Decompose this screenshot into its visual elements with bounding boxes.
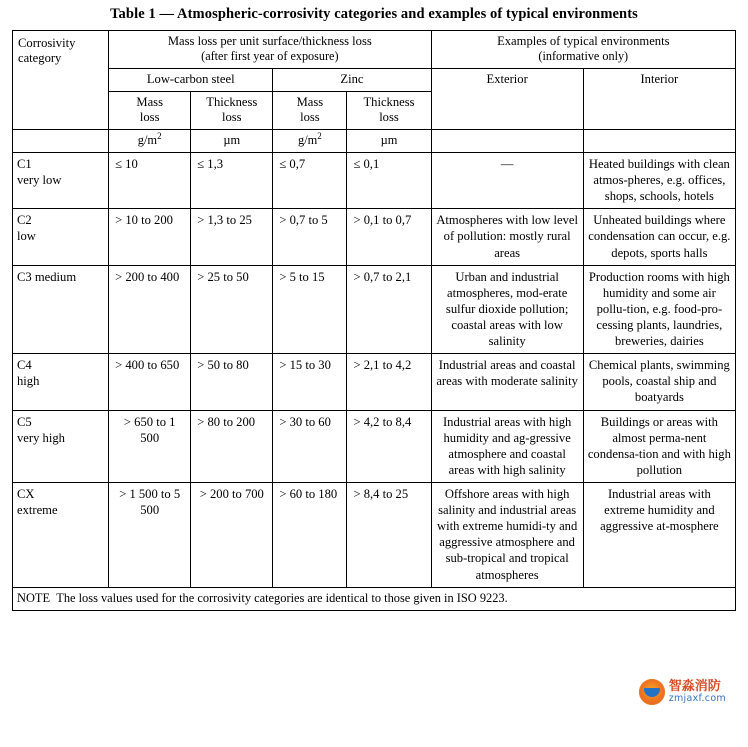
row-steel-thickness: > 80 to 200 — [191, 410, 273, 482]
row-zinc-thickness: > 0,7 to 2,1 — [347, 265, 431, 354]
row-category — [13, 209, 109, 265]
table-row — [13, 410, 736, 482]
row-exterior: Offshore areas with high salinity and industrial areas with extreme humidi-ty and aggressive atmosphere and sub-tropical and tropical atmospheres — [431, 482, 583, 587]
table-row — [13, 153, 736, 209]
table-row — [13, 209, 736, 265]
header-zinc-thickness-loss — [347, 92, 431, 130]
table-row — [13, 354, 736, 410]
row-category-line1: C4 — [17, 358, 32, 373]
row-category-line2: low — [17, 229, 36, 244]
header-exterior: Exterior — [431, 69, 583, 130]
header-mass-loss-group-note: (after first year of exposure) — [201, 49, 339, 63]
row-steel-thickness: > 200 to 700 — [191, 482, 273, 587]
row-zinc-mass: > 30 to 60 — [273, 410, 347, 482]
row-zinc-mass: > 5 to 15 — [273, 265, 347, 354]
row-exterior: Urban and industrial atmospheres, mod-erate sulfur dioxide pollution; coastal areas with low salinity — [431, 265, 583, 354]
units-interior-blank — [583, 130, 735, 153]
header-steel-thickness-loss — [191, 92, 273, 130]
table-note — [13, 587, 736, 610]
row-steel-mass: > 400 to 650 — [109, 354, 191, 410]
table-row — [13, 482, 736, 587]
header-steel-mass-loss-line1: Mass — [136, 95, 163, 109]
watermark-text — [669, 680, 726, 704]
header-interior: Interior — [583, 69, 735, 130]
row-zinc-thickness: > 4,2 to 8,4 — [347, 410, 431, 482]
watermark-brand-cn: 智淼消防 — [668, 679, 721, 695]
row-zinc-thickness: > 2,1 to 4,2 — [347, 354, 431, 410]
header-examples-group-title: Examples of typical environments — [497, 34, 670, 48]
header-mass-loss-group-title: Mass loss per unit surface/thickness loss — [167, 34, 372, 48]
units-steel-mass-text: g/m — [137, 133, 158, 147]
units-exterior-blank — [431, 130, 583, 153]
watermark — [639, 679, 726, 705]
header-corrosivity-category-line2: category — [18, 51, 62, 65]
header-zinc-thickness-loss-line2: loss — [379, 110, 399, 124]
table-row — [13, 265, 736, 354]
row-steel-mass: > 10 to 200 — [109, 209, 191, 265]
row-exterior: — — [431, 153, 583, 209]
row-zinc-thickness: > 0,1 to 0,7 — [347, 209, 431, 265]
row-steel-thickness: ≤ 1,3 — [191, 153, 273, 209]
units-steel-thickness: µm — [191, 130, 273, 153]
row-category-line1: C5 — [17, 414, 32, 429]
header-zinc-mass-loss-line2: loss — [300, 110, 320, 124]
row-steel-thickness: > 1,3 to 25 — [191, 209, 273, 265]
row-exterior: Atmospheres with low level of pollution: mostly rural areas — [431, 209, 583, 265]
row-category-line2: high — [17, 374, 40, 389]
row-category-line1: C3 medium — [17, 269, 77, 284]
header-row-units — [13, 130, 736, 153]
header-zinc-mass-loss — [273, 92, 347, 130]
table-note-row — [13, 587, 736, 610]
row-category-line1: CX — [17, 486, 35, 501]
header-row-groups — [13, 31, 736, 69]
row-steel-mass: ≤ 10 — [109, 153, 191, 209]
units-spacer — [13, 130, 109, 153]
units-steel-mass-sup: 2 — [157, 130, 162, 141]
header-steel-mass-loss — [109, 92, 191, 130]
row-zinc-thickness: ≤ 0,1 — [347, 153, 431, 209]
corrosivity-table — [12, 30, 736, 611]
row-steel-mass: > 200 to 400 — [109, 265, 191, 354]
row-category-line2: extreme — [17, 503, 58, 518]
row-steel-mass: > 650 to 1 500 — [109, 410, 191, 482]
watermark-brand-en: zmjaxf.com — [668, 692, 726, 704]
units-zinc-mass-sup: 2 — [317, 130, 322, 141]
header-examples-group-note: (informative only) — [538, 49, 629, 63]
header-zinc: Zinc — [273, 69, 431, 92]
row-category — [13, 354, 109, 410]
row-zinc-mass: > 15 to 30 — [273, 354, 347, 410]
row-interior: Production rooms with high humidity and some air pollu-tion, e.g. food-pro-cessing plants, laundries, breweries, dairies — [583, 265, 735, 354]
row-category-line2: very low — [17, 173, 62, 188]
row-category-line1: C1 — [17, 157, 32, 171]
flame-logo-icon — [639, 679, 665, 705]
row-category — [13, 410, 109, 482]
table-caption: Table 1 — Atmospheric-corrosivity categories and examples of typical environments — [110, 6, 638, 22]
header-steel-thickness-loss-line1: Thickness — [206, 95, 258, 109]
header-corrosivity-category-line1: Corrosivity — [18, 36, 76, 50]
header-examples-group — [431, 31, 735, 69]
row-zinc-thickness: > 8,4 to 25 — [347, 482, 431, 587]
row-interior: Industrial areas with extreme humidity and aggressive at-mosphere — [583, 482, 735, 587]
row-category-line1: C2 — [17, 213, 32, 228]
header-zinc-thickness-loss-line1: Thickness — [363, 95, 415, 109]
row-zinc-mass: > 0,7 to 5 — [273, 209, 347, 265]
row-category — [13, 482, 109, 587]
row-category — [13, 153, 109, 209]
row-steel-mass: > 1 500 to 5 500 — [109, 482, 191, 587]
units-zinc-mass-text: g/m — [298, 133, 318, 147]
row-exterior: Industrial areas and coastal areas with moderate salinity — [431, 354, 583, 410]
table-note-text: The loss values used for the corrosivity categories are identical to those given in ISO 9223. — [56, 590, 508, 605]
header-steel-thickness-loss-line2: loss — [221, 110, 242, 124]
table-note-label: NOTE — [17, 590, 51, 605]
units-zinc-thickness: µm — [347, 130, 431, 153]
header-mass-loss-group — [109, 31, 431, 69]
row-exterior: Industrial areas with high humidity and ag-gressive atmosphere and coastal areas with high salinity — [431, 410, 583, 482]
row-category — [13, 265, 109, 354]
row-interior: Heated buildings with clean atmos-pheres, e.g. offices, shops, schools, hotels — [583, 153, 735, 209]
header-steel-mass-loss-line2: loss — [139, 110, 160, 124]
header-corrosivity-category — [13, 31, 109, 130]
units-zinc-mass — [273, 130, 347, 153]
units-steel-mass — [109, 130, 191, 153]
header-low-carbon-steel: Low-carbon steel — [109, 69, 273, 92]
row-interior: Buildings or areas with almost perma-nent condensa-tion and with high pollution — [583, 410, 735, 482]
header-row-materials — [13, 69, 736, 92]
row-interior: Chemical plants, swimming pools, coastal ship and boatyards — [583, 354, 735, 410]
row-category-line2: very high — [17, 430, 65, 445]
header-zinc-mass-loss-line1: Mass — [296, 95, 324, 109]
row-zinc-mass: > 60 to 180 — [273, 482, 347, 587]
row-interior: Unheated buildings where condensation can occur, e.g. depots, sports halls — [583, 209, 735, 265]
row-steel-thickness: > 25 to 50 — [191, 265, 273, 354]
row-steel-thickness: > 50 to 80 — [191, 354, 273, 410]
row-zinc-mass: ≤ 0,7 — [273, 153, 347, 209]
